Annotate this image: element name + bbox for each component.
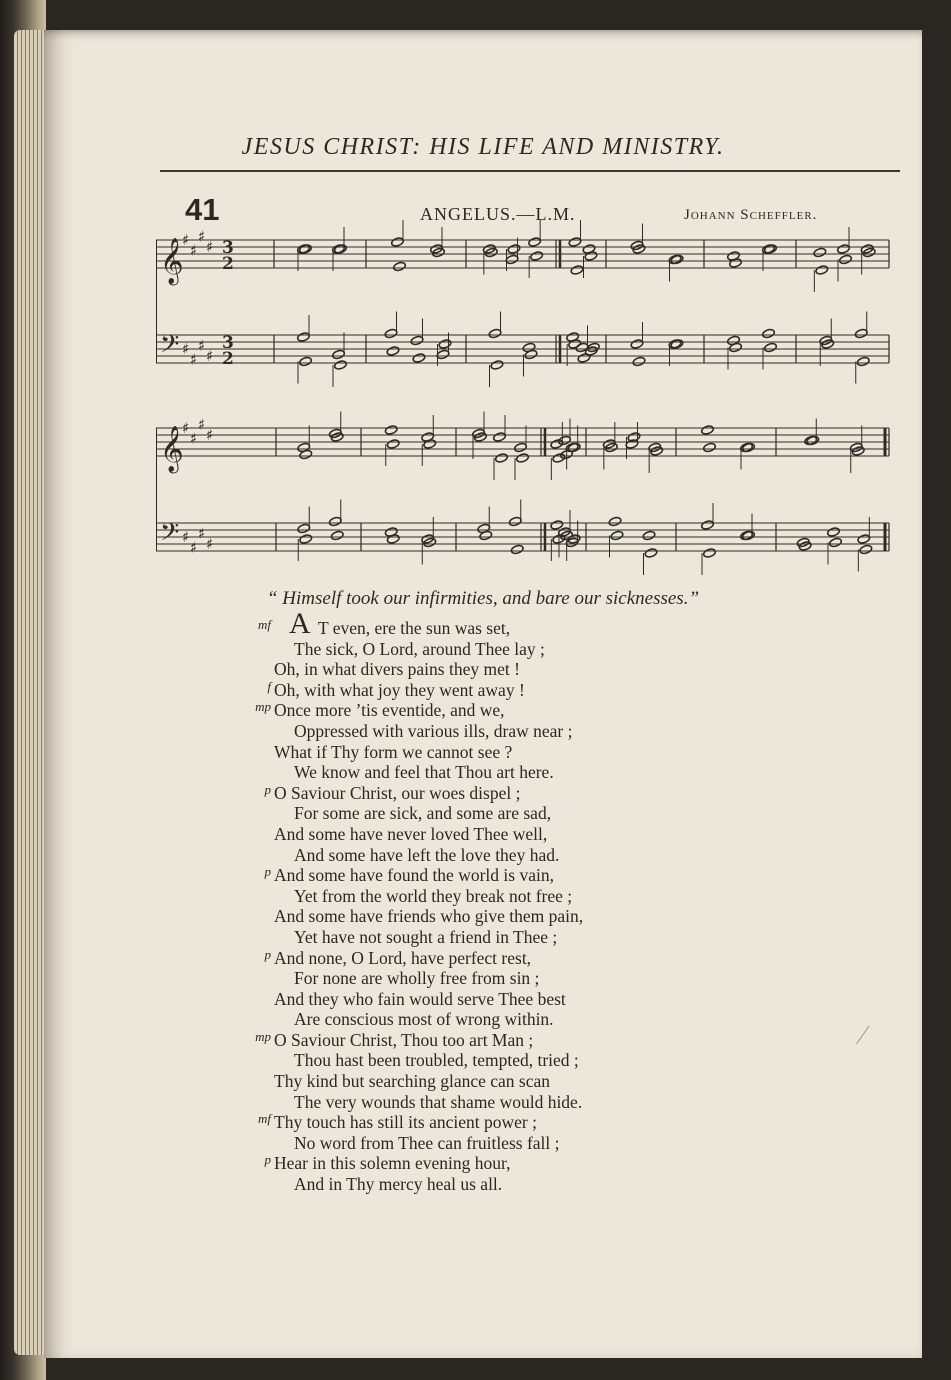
dynamic-marking: p	[264, 1152, 271, 1168]
sharp-icon: ♯	[182, 528, 190, 546]
note-head	[384, 425, 398, 436]
dynamic-marking: p	[264, 781, 271, 797]
note-head	[815, 265, 829, 276]
sharp-icon: ♯	[198, 227, 206, 246]
verse-text: For some are sick, and some are sad,	[294, 803, 552, 824]
verse-text: And some have friends who give them pain,	[274, 906, 584, 927]
note-head	[334, 244, 348, 255]
note-head	[570, 265, 584, 276]
note-head	[627, 432, 641, 443]
verse-line	[274, 1133, 834, 1154]
sharp-icon: ♯	[198, 336, 206, 355]
time-signature-bottom: 2	[222, 254, 234, 274]
note-head	[516, 453, 530, 464]
pencil-mark	[856, 1026, 881, 1053]
sharp-icon: ♯	[190, 538, 198, 557]
verse-line	[267, 678, 834, 701]
note-head	[330, 530, 344, 541]
note-head	[493, 432, 507, 443]
drop-cap: A	[289, 607, 311, 640]
sharp-icon: ♯	[206, 535, 214, 553]
note-head	[857, 534, 871, 545]
verse-text: And in Thy mercy heal us all.	[294, 1174, 503, 1195]
note-head	[412, 353, 426, 364]
verse-text: Hear in this solemn evening hour,	[274, 1153, 511, 1174]
dynamic-marking: p	[264, 864, 271, 880]
verse-text: Oh, with what joy they went away !	[274, 679, 525, 700]
stanza	[264, 864, 834, 947]
verse-line	[258, 607, 834, 640]
verse-line	[274, 968, 834, 989]
verse-line	[264, 946, 834, 969]
note-head	[299, 244, 313, 255]
note-head	[507, 244, 521, 255]
sharp-icon: ♯	[206, 238, 214, 256]
dynamic-marking: mf	[258, 1111, 271, 1127]
verse-line	[264, 781, 834, 804]
sharp-icon: ♯	[182, 340, 190, 358]
dynamic-marking: mp	[255, 1028, 271, 1044]
dynamic-marking: f	[267, 678, 271, 694]
bass-clef-icon: 𝄢	[160, 330, 180, 365]
note-head	[386, 439, 400, 450]
note-head	[837, 244, 851, 255]
stanza	[255, 699, 834, 783]
verse-line	[264, 1152, 834, 1174]
verse-text: O Saviour Christ, Thou too art Man ;	[274, 1029, 534, 1050]
dynamic-marking: mf	[258, 617, 271, 632]
note-head	[438, 339, 452, 350]
sharp-icon: ♯	[182, 231, 190, 249]
hymn-verses	[255, 607, 834, 1195]
verse-line	[274, 1071, 834, 1092]
verse-text: For none are wholly free from sin ;	[294, 968, 540, 989]
note-head	[764, 342, 778, 353]
book-page	[44, 30, 922, 1358]
verse-line	[274, 762, 834, 783]
note-head	[299, 356, 313, 367]
note-head	[701, 520, 715, 531]
verse-line	[274, 927, 834, 948]
hymn-number: 41	[185, 192, 220, 227]
stanza	[258, 1111, 834, 1195]
sharp-icon: ♯	[198, 524, 206, 543]
note-head	[742, 442, 756, 453]
dynamic-marking: mp	[255, 699, 271, 715]
time-signature-top: 3	[222, 238, 234, 258]
verse-text: And they who fain would serve Thee best	[274, 988, 566, 1009]
verse-line	[258, 1111, 834, 1133]
note-head	[839, 254, 853, 265]
verse-line	[274, 803, 834, 824]
verse-line	[274, 1174, 834, 1195]
note-head	[410, 335, 424, 346]
verse-line	[274, 742, 834, 763]
note-head	[742, 530, 756, 541]
verse-text: Thou hast been troubled, tempted, tried ;	[294, 1050, 579, 1071]
verse-line	[274, 845, 834, 866]
note-head	[332, 349, 346, 360]
stanza	[264, 781, 834, 865]
note-head	[630, 339, 644, 350]
note-head	[608, 516, 622, 527]
verse-text: We know and feel that Thou art here.	[294, 762, 554, 783]
note-head	[495, 453, 509, 464]
verse-text: Once more ’tis eventide, and we,	[274, 700, 505, 721]
note-head	[670, 339, 684, 350]
note-head	[393, 261, 407, 272]
note-head	[701, 425, 715, 436]
note-head	[514, 442, 528, 453]
note-head	[610, 530, 624, 541]
note-head	[856, 356, 870, 367]
note-head	[829, 537, 843, 548]
verse-line	[274, 989, 834, 1010]
sharp-icon: ♯	[206, 426, 214, 444]
note-head	[642, 530, 656, 541]
verse-line	[274, 886, 834, 907]
verse-text: Oh, in what divers pains they met !	[274, 659, 520, 680]
note-head	[391, 237, 405, 248]
verse-line	[274, 659, 834, 680]
note-head	[528, 237, 542, 248]
note-head	[488, 328, 502, 339]
note-head	[505, 254, 519, 265]
note-head	[854, 328, 868, 339]
note-head	[632, 356, 646, 367]
sharp-icon: ♯	[190, 429, 198, 448]
verse-line	[264, 864, 834, 886]
tune-name: ANGELUS.—L.M.	[420, 204, 576, 224]
note-head	[670, 254, 684, 265]
verse-text: Thy kind but searching glance can scan	[274, 1071, 551, 1092]
note-head	[384, 328, 398, 339]
sharp-icon: ♯	[182, 419, 190, 437]
sharp-icon: ♯	[198, 415, 206, 434]
verse-text: Oppressed with various ills, draw near ;	[294, 720, 573, 741]
verse-text: Thy touch has still its ancient power ;	[274, 1112, 537, 1133]
note-head	[813, 247, 827, 258]
verse-text: The very wounds that shame would hide.	[294, 1091, 583, 1112]
note-head	[299, 534, 313, 545]
note-head	[510, 544, 524, 555]
note-head	[764, 244, 778, 255]
note-head	[703, 548, 717, 559]
verse-line	[255, 699, 834, 721]
note-head	[859, 544, 873, 555]
verse-text: Are conscious most of wrong within.	[294, 1009, 554, 1030]
note-head	[297, 523, 311, 534]
note-head	[334, 360, 348, 371]
note-head	[644, 548, 658, 559]
composer-name: Johann Scheffler.	[684, 207, 818, 223]
verse-text: And some have found the world is vain,	[274, 865, 554, 886]
verse-line	[274, 906, 834, 927]
verse-text: The sick, O Lord, around Thee lay ;	[294, 638, 545, 659]
note-head	[436, 349, 450, 360]
bass-clef-icon: 𝄢	[160, 518, 180, 553]
verse-line	[274, 721, 834, 742]
verse-text: Yet from the world they break not free ;	[294, 885, 573, 906]
verse-text: Yet have not sought a friend in Thee ;	[294, 926, 558, 947]
stanza	[258, 607, 834, 700]
note-head	[386, 346, 400, 357]
note-head	[568, 237, 582, 248]
sharp-icon: ♯	[206, 347, 214, 365]
dynamic-marking: p	[264, 946, 271, 962]
music-score	[156, 30, 901, 590]
note-head	[567, 442, 581, 453]
verse-line	[255, 1028, 834, 1051]
note-head	[703, 442, 717, 453]
page-edges	[14, 30, 44, 1355]
note-head	[806, 435, 820, 446]
verse-text: O Saviour Christ, our woes dispel ;	[274, 782, 521, 803]
verse-line	[274, 1092, 834, 1113]
time-signature-bottom: 2	[222, 349, 234, 369]
treble-clef-icon: 𝄞	[160, 426, 184, 472]
time-signature-top: 3	[222, 333, 234, 353]
note-head	[508, 516, 522, 527]
verse-line	[274, 824, 834, 845]
running-head: JESUS CHRIST: HIS LIFE AND MINISTRY.	[241, 134, 725, 160]
verse-line	[274, 639, 834, 660]
verse-text: What if Thy form we cannot see ?	[274, 741, 513, 762]
verse-text: And none, O Lord, have perfect rest,	[274, 947, 532, 968]
verse-text: T even, ere the sun was set,	[318, 618, 511, 638]
sharp-icon: ♯	[190, 241, 198, 260]
verse-line	[274, 1009, 834, 1030]
stanza	[255, 1028, 834, 1112]
verse-text: And some have never loved Thee well,	[274, 823, 548, 844]
treble-clef-icon: 𝄞	[160, 238, 184, 284]
note-head	[827, 527, 841, 538]
verse-line	[274, 1050, 834, 1071]
verse-text: No word from Thee can fruitless fall ;	[294, 1132, 560, 1153]
note-head	[297, 332, 311, 343]
note-head	[762, 328, 776, 339]
sharp-icon: ♯	[190, 350, 198, 369]
epigraph: “ Himself took our infirmities, and bare our sicknesses.”	[266, 588, 700, 609]
verse-text: And some have left the love they had.	[294, 844, 560, 865]
note-head	[328, 516, 342, 527]
note-head	[530, 251, 544, 262]
stanza	[264, 946, 834, 1030]
note-head	[490, 360, 504, 371]
